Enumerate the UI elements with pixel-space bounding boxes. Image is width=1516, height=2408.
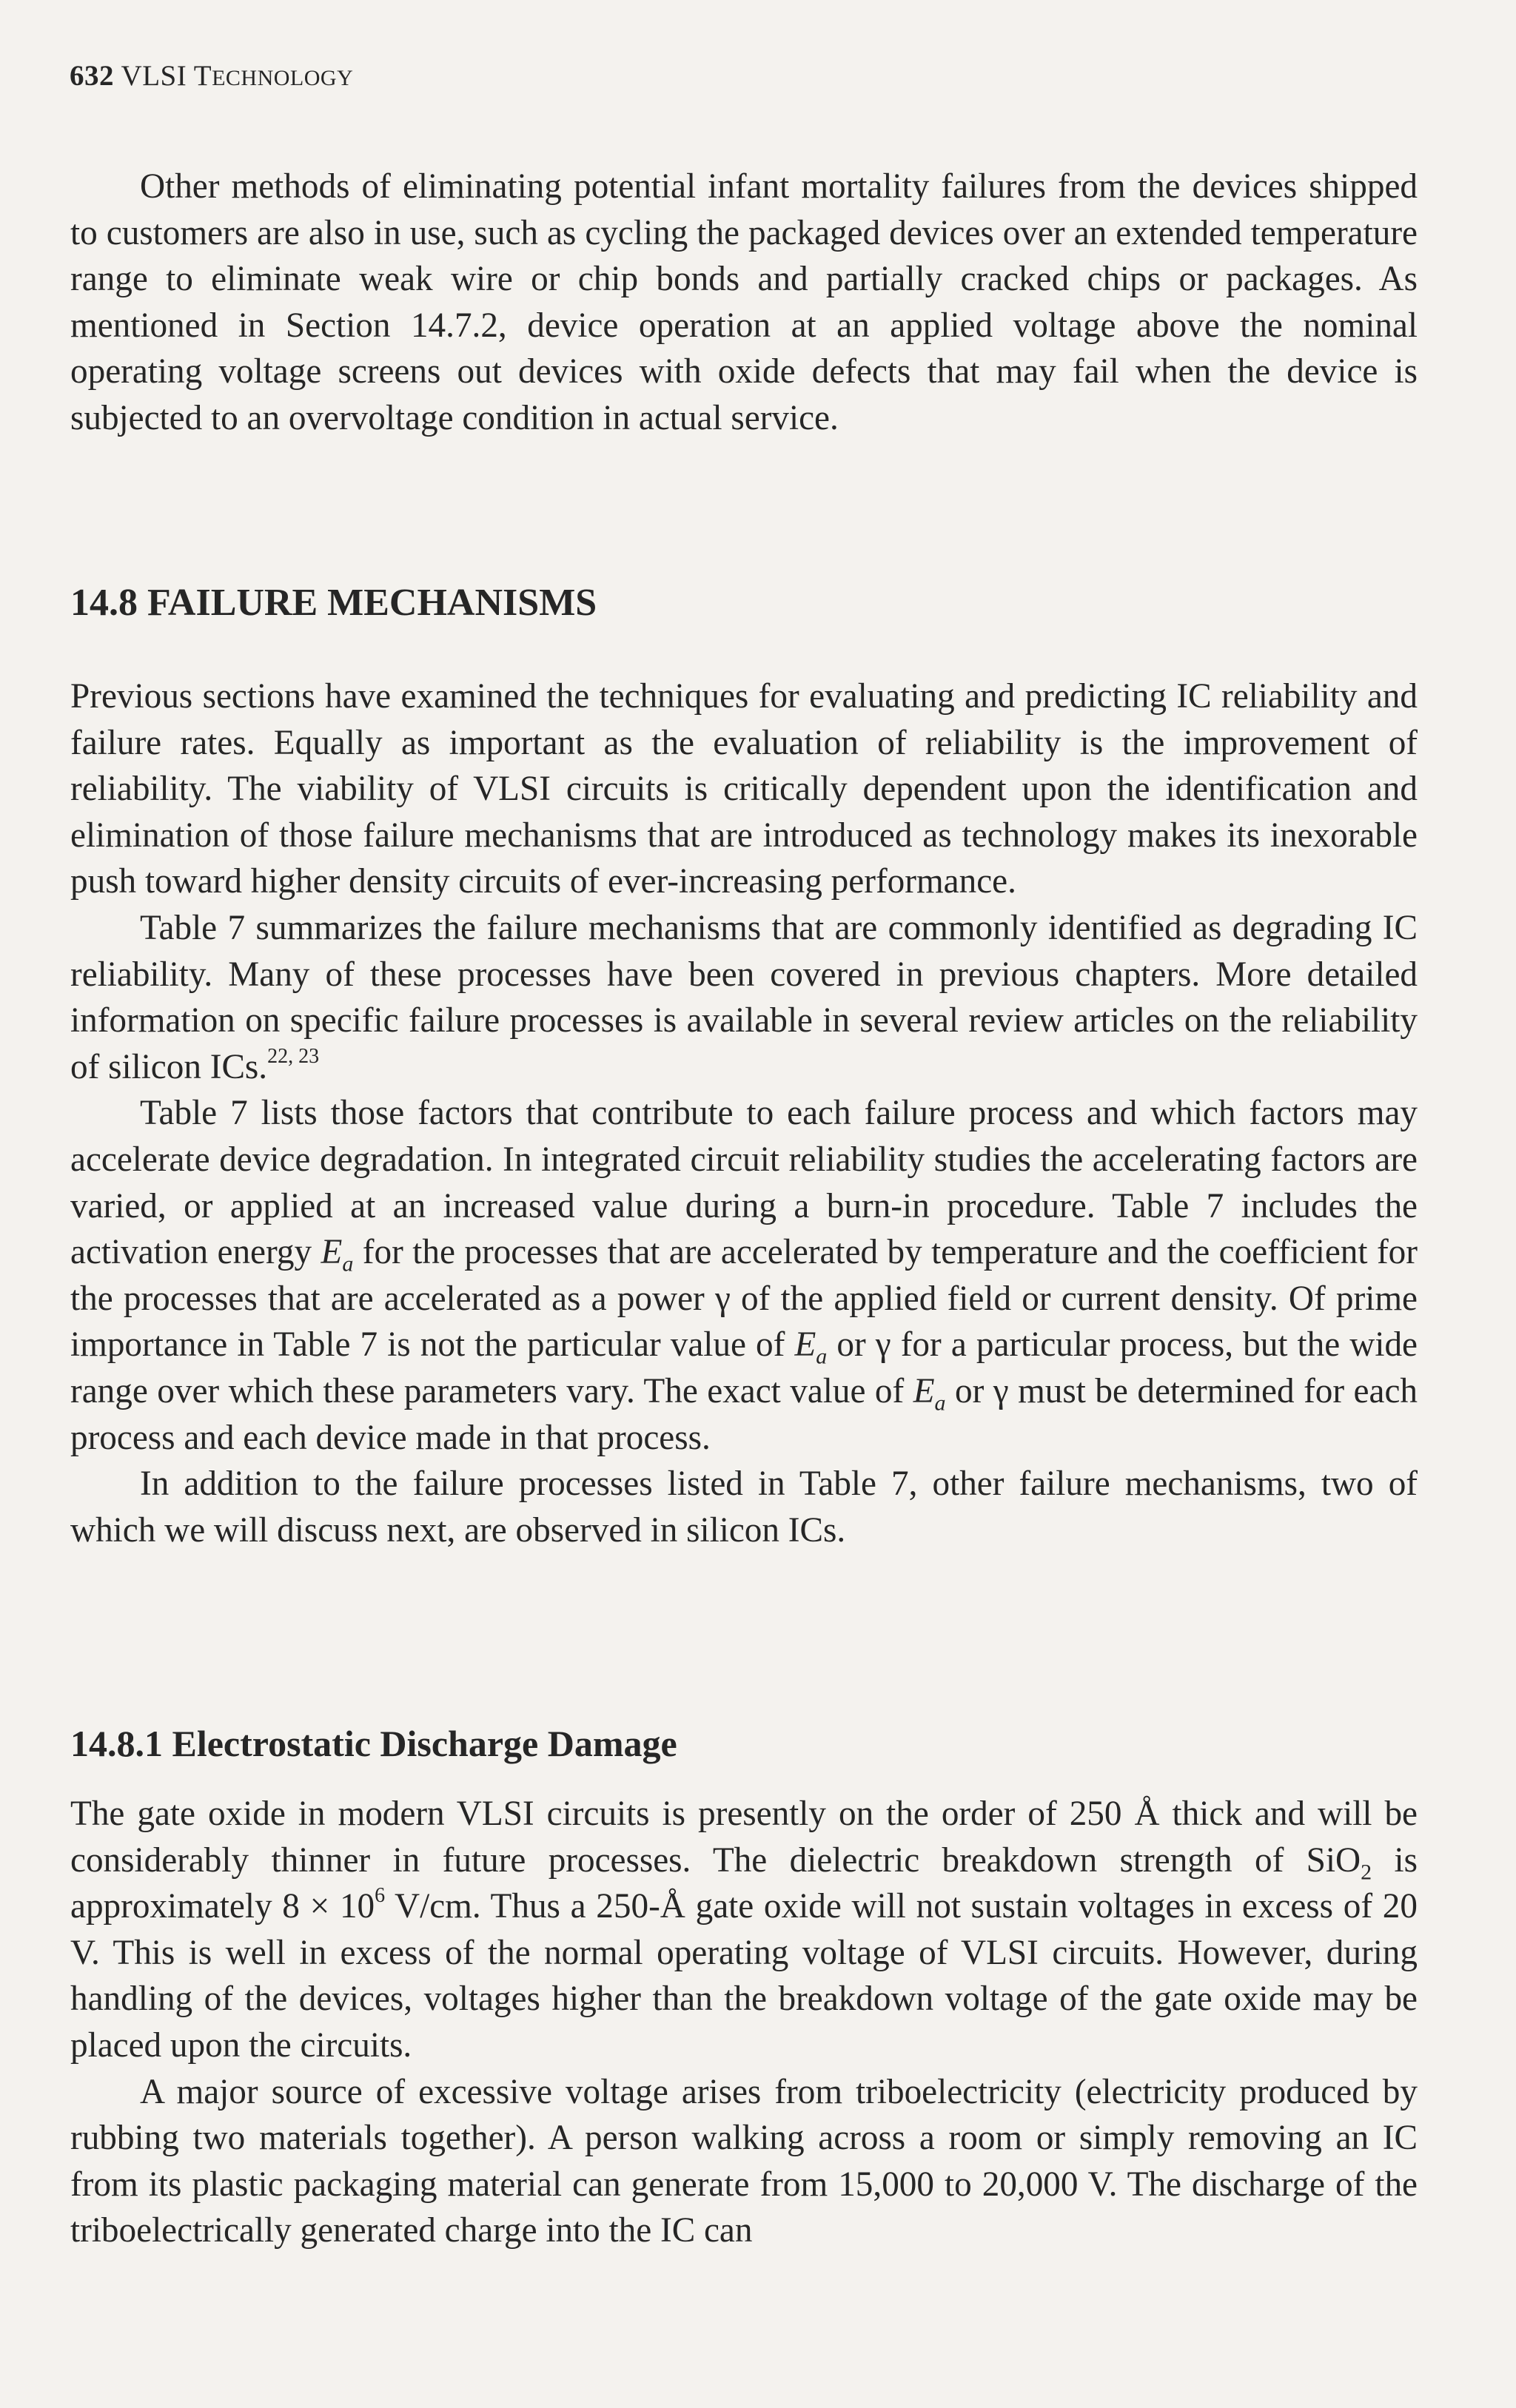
running-header: [70, 56, 353, 98]
section-paragraph-1: Previous sections have examined the techniques for evaluating and predicting IC reliability and failure rates. Equally as important as the evaluation of reliability is the improvement of reliability. The viability of VLSI circuits is critically dependent upon the identification and elimination of those failure mechanisms that are introduced as technology makes its inexorable push toward higher density circuits of ever-increasing performance.: [70, 677, 1418, 901]
subsection-paragraph-1: The gate oxide in modern VLSI circuits is presently on the order of 250 Å thick and will be considerably thinner in future processes. The dielectric breakdown strength of SiO$_2$ is approximately $8 \times 10^6$ V/cm. Thus a 250-Å gate oxide will not sustain voltages in excess of 20 V. This is well in excess of the normal operating voltage of VLSI circuits. However, during handling of the devices, voltages higher than the breakdown voltage of the gate oxide may be placed upon the circuits.: [70, 1795, 1418, 2065]
subsection-paragraph-2: A major source of excessive voltage arises from triboelectricity (electricity produced by rubbing two materials together). A person walking across a room or simply removing an IC from its plastic packaging material can generate from 15,000 to 20,000 V. The discharge of the triboelectrically generated charge into the IC can: [70, 2072, 1418, 2250]
section-heading: 14.8 FAILURE MECHANISMS: [70, 582, 597, 624]
page-number: 632: [70, 60, 114, 92]
intro-paragraph: Other methods of eliminating potential infant mortality failures from the devices shipped to customers are also in use, such as cycling the packaged devices over an extended temperature range to eliminate weak wire or chip bonds and partially cracked chips or packages. As mentioned in Section 14.7.2, device operation at an applied voltage above the nominal operating voltage screens out devices with oxide defects that may fail when the device is subjected to an overvoltage condition in actual service.: [70, 167, 1418, 437]
section-body: [70, 673, 1418, 1553]
section-paragraph-4: In addition to the failure processes listed in Table 7, other failure mechanisms, two of which we will discuss next, are observed in silicon ICs.: [70, 1464, 1418, 1550]
activation-energy-symbol: $E_a$: [794, 1325, 828, 1369]
subsection-heading: 14.8.1 Electrostatic Discharge Damage: [70, 1723, 677, 1764]
section-paragraph-2: Table 7 summarizes the failure mechanisms that are commonly identified as degrading IC reliability. Many of these processes have been covered in previous chapters. More detailed information on specific failure processes is available in several review articles on the reliability of silicon ICs.$^{22, 23}$: [70, 908, 1418, 1086]
citation-ref: 22, 23: [267, 1045, 320, 1069]
intro-paragraph-block: [70, 164, 1418, 442]
book-title: VLSI TECHNOLOGY: [121, 60, 354, 92]
activation-energy-symbol: $E_a$: [321, 1233, 354, 1277]
section-paragraph-3: Table 7 lists those factors that contribute to each failure process and which factors may accelerate device degradation. In integrated circuit reliability studies the accelerating factors are varied, or applied at an increased value during a burn-in procedure. Table 7 includes the activation energy $E_a$ for the processes that are accelerated by temperature and the coefficient for the processes that are accelerated as a power γ of the applied field or current density. Of prime importance in Table 7 is not the particular value of $E_a$ or γ for a particular process, but the wide range over which these parameters vary. The exact value of $E_a$ or γ must be determined for each process and each device made in that process.: [70, 1094, 1418, 1457]
activation-energy-symbol: $E_a$: [913, 1371, 946, 1416]
subsection-body: [70, 1791, 1418, 2254]
